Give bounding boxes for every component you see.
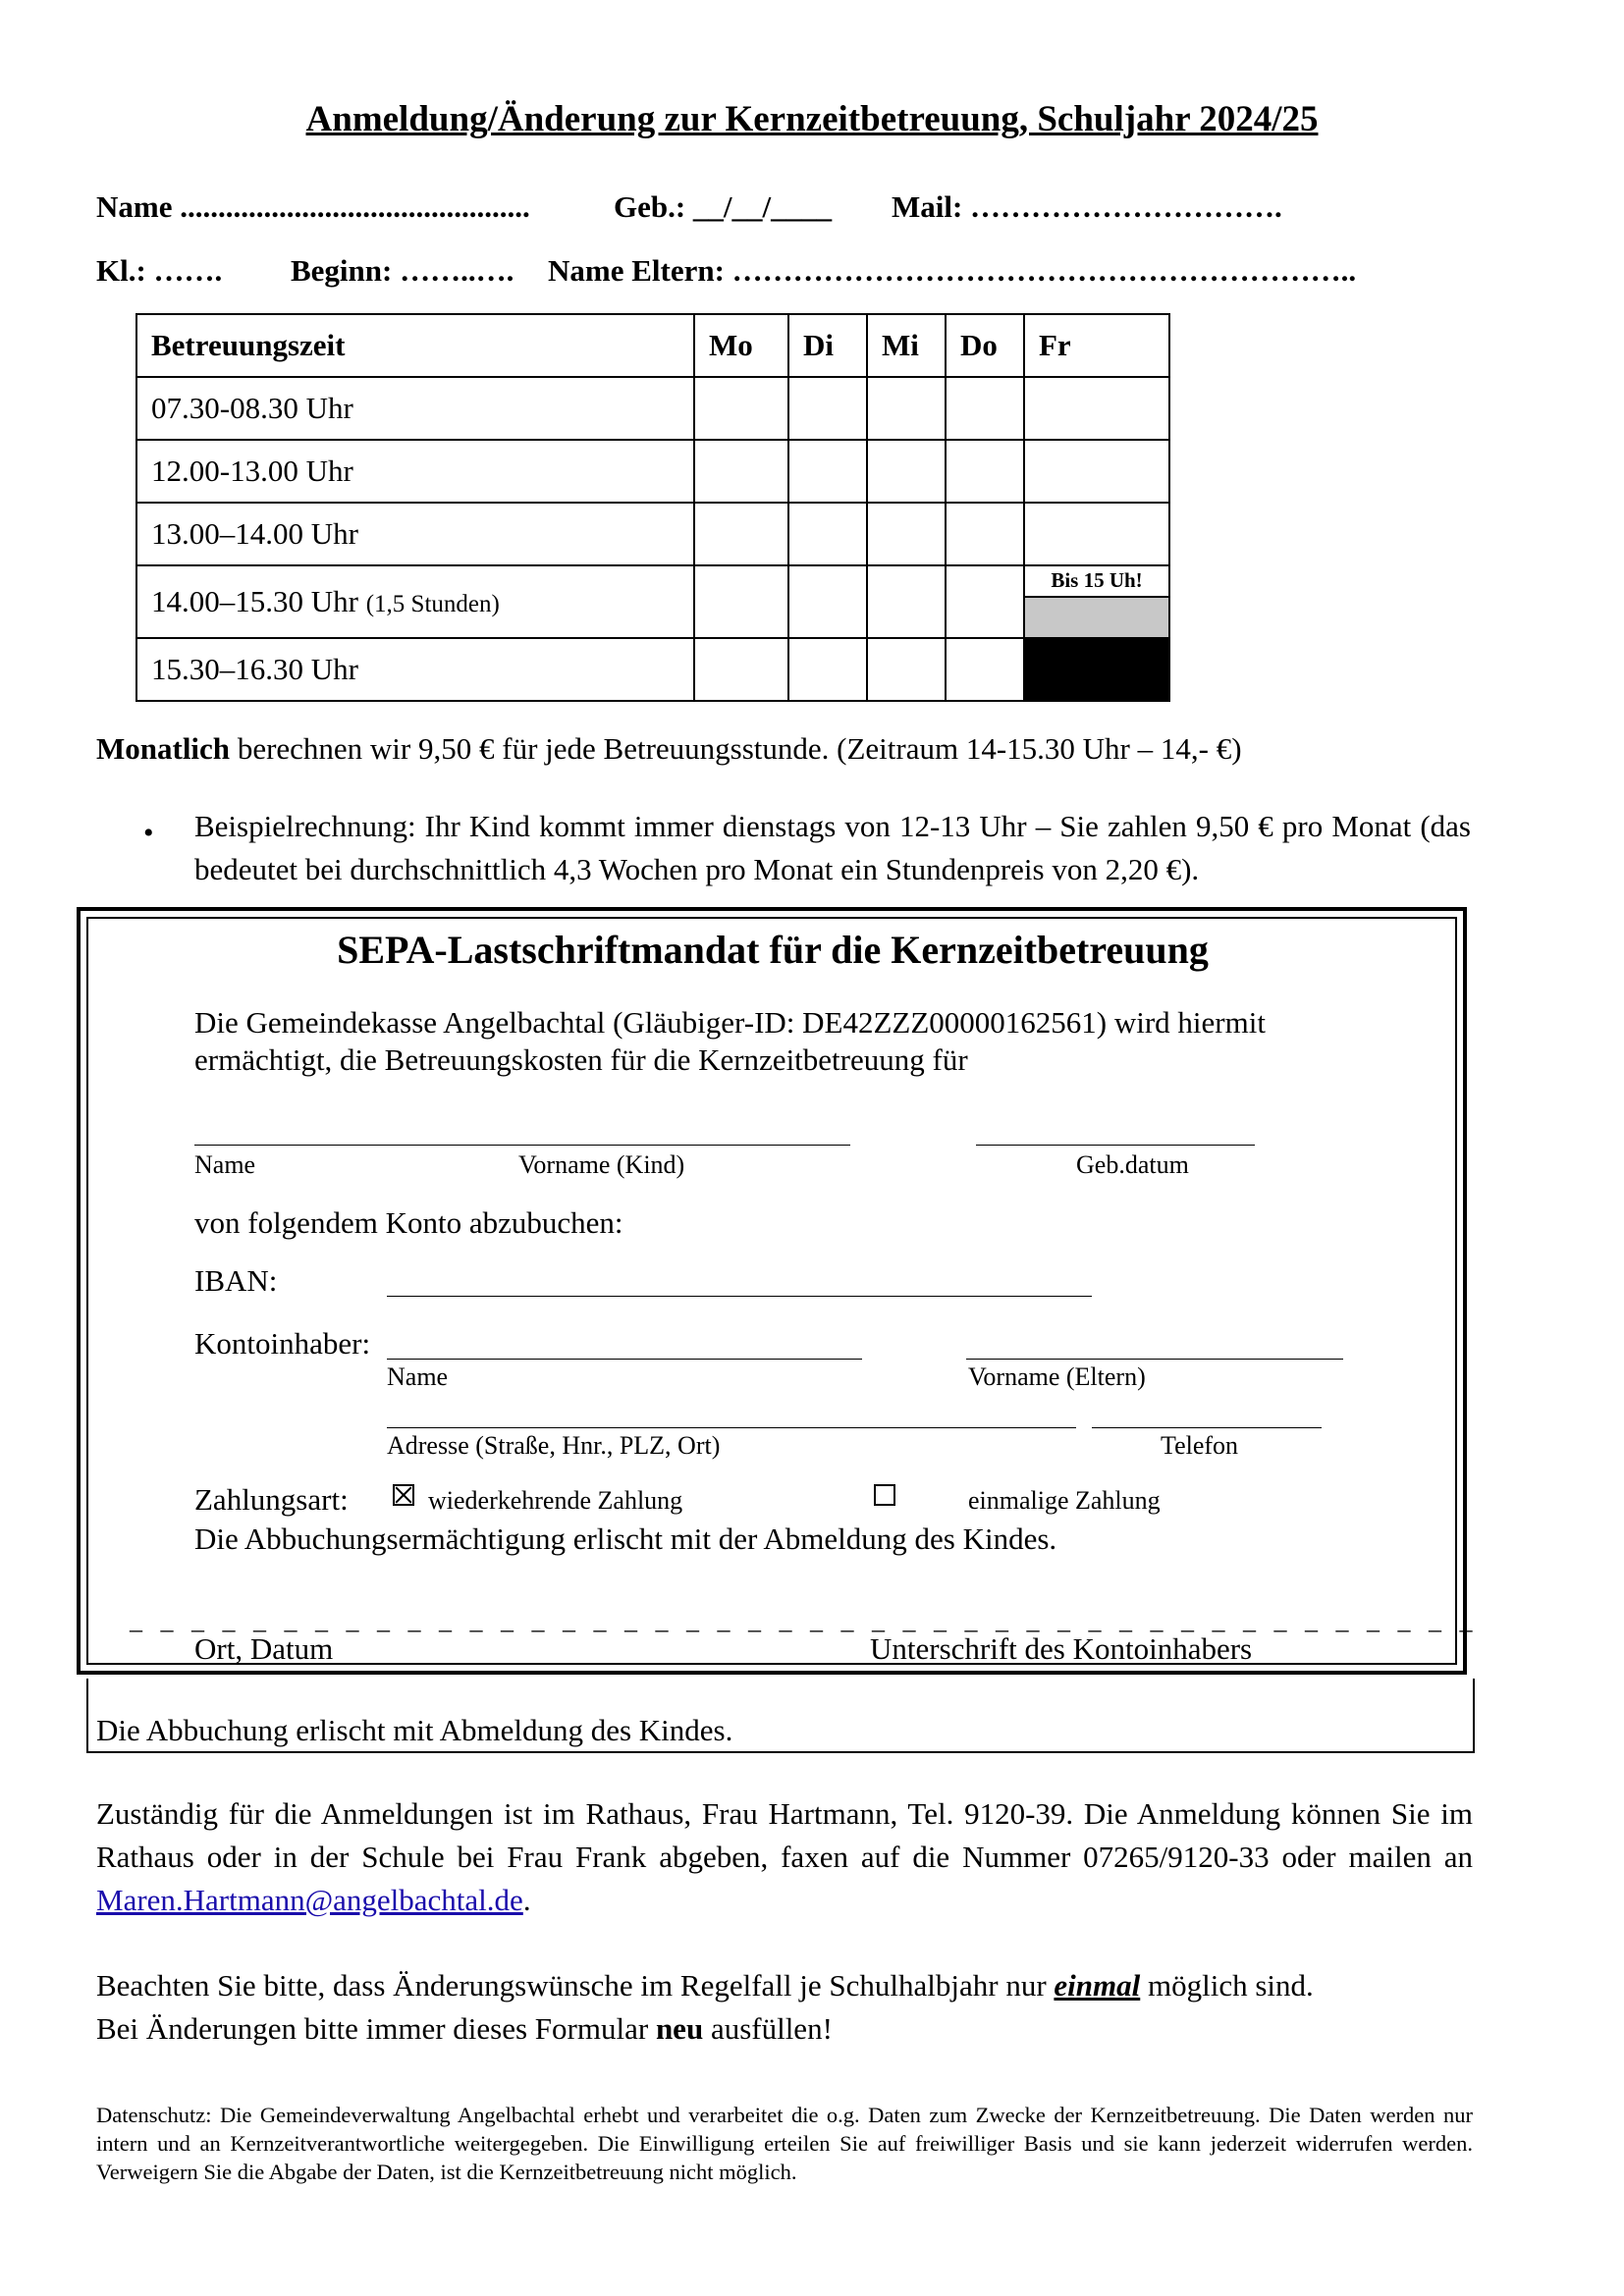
contact-text: Zuständig für die Anmeldungen ist im Rathaus, Frau Hartmann, Tel. 9120-39. Die Anmeldung können Sie im Rathaus oder in der Schule bei Frau Frank abgeben, faxen auf die Nummer 07265/9120-33 oder mailen an (96, 1796, 1473, 1874)
privacy-footer: Datenschutz: Die Gemeindeverwaltung Angelbachtal erhebt und verarbeitet die o.g. Daten zum Zwecke der Kernzeitbetreuung. Die Daten werden nur intern und an Kernzeitverantwortliche weitergegeben. Die Einwilligung erteilen Sie auf freiwilliger Basis und sie kann jederzeit widerrufen werden. Verweigern Sie die Abgabe der Daten, ist die Kernzeitbetreuung nicht möglich. (96, 2103, 1473, 2184)
hint-text-b: möglich sind. (1140, 1968, 1314, 2002)
time-slot (136, 565, 694, 638)
name-field[interactable]: Name .............................................. (96, 189, 530, 224)
schedule-table (135, 313, 1170, 702)
empty-box-icon (874, 1484, 895, 1506)
friday-grey-cell (1025, 596, 1168, 637)
signature-label: Unterschrift des Kontoinhabers (870, 1631, 1253, 1666)
hint-emphasis: einmal (1054, 1968, 1141, 2002)
sepa-title: SEPA-Lastschriftmandat für die Kernzeitbetreuung (337, 928, 1209, 972)
schedule-cell[interactable] (867, 503, 946, 565)
onetime-label: einmalige Zahlung (968, 1486, 1161, 1515)
contact-email-link[interactable]: Maren.Hartmann@angelbachtal.de (96, 1883, 523, 1917)
schedule-cell[interactable] (788, 377, 867, 440)
hint-line-1 (96, 1968, 1314, 2003)
schedule-cell[interactable] (946, 638, 1024, 701)
iban-line[interactable] (387, 1296, 1092, 1297)
time-slot-label: 14.00–15.30 Uhr (151, 584, 358, 618)
schedule-cell[interactable] (1024, 377, 1169, 440)
day-mo: Mo (694, 314, 788, 377)
schedule-cell-blocked (1024, 638, 1169, 701)
day-mi: Mi (867, 314, 946, 377)
schedule-cell[interactable] (788, 565, 867, 638)
place-date-label: Ort, Datum (194, 1631, 334, 1666)
label-holder-name: Name (387, 1362, 449, 1391)
phone-line[interactable] (1092, 1427, 1322, 1428)
start-field[interactable]: Beginn: ……..…. (291, 253, 514, 288)
schedule-cell[interactable] (788, 440, 867, 503)
contact-text-end: . (522, 1883, 531, 1917)
schedule-cell[interactable] (694, 503, 788, 565)
time-slot: 15.30–16.30 Uhr (136, 638, 694, 701)
schedule-header: Betreuungszeit (136, 314, 694, 377)
label-phone: Telefon (1161, 1431, 1239, 1460)
label-child-firstname: Vorname (Kind) (518, 1150, 685, 1179)
page-title: Anmeldung/Änderung zur Kernzeitbetreuung, Schuljahr 2024/25 (305, 99, 1319, 139)
contact-paragraph (96, 1792, 1473, 1922)
schedule-cell[interactable] (867, 377, 946, 440)
child-birthdate-line[interactable] (976, 1145, 1255, 1146)
schedule-cell[interactable] (788, 503, 867, 565)
class-field[interactable]: Kl.: ……. (96, 253, 223, 288)
schedule-cell[interactable] (867, 638, 946, 701)
hint-line-2 (96, 2011, 833, 2047)
time-slot-extra: (1,5 Stunden) (365, 591, 500, 617)
parents-name-field[interactable]: Name Eltern: …………………………………………………….. (548, 253, 1357, 288)
time-slot: 12.00-13.00 Uhr (136, 440, 694, 503)
schedule-cell[interactable] (946, 440, 1024, 503)
signature-dashes[interactable]: _ _ _ _ _ _ _ _ _ _ _ _ _ _ _ _ _ _ _ _ (872, 1606, 1479, 1634)
sepa-text-1: Die Gemeindekasse Angelbachtal (Gläubiger-ID: DE42ZZZ00000162561) wird hiermit (194, 1005, 1266, 1040)
sepa-text-2: ermächtigt, die Betreuungskosten für die Kernzeitbetreuung für (194, 1042, 968, 1077)
time-slot: 13.00–14.00 Uhr (136, 503, 694, 565)
payment-type-label: Zahlungsart: (194, 1482, 349, 1517)
schedule-cell[interactable] (1024, 503, 1169, 565)
recurring-checkbox[interactable] (393, 1484, 414, 1506)
note-text: Die Abbuchung erlischt mit Abmeldung des Kindes. (96, 1713, 733, 1747)
schedule-cell[interactable] (1024, 440, 1169, 503)
schedule-cell[interactable] (694, 440, 788, 503)
day-fr: Fr (1024, 314, 1169, 377)
checked-box-icon (393, 1484, 414, 1506)
day-di: Di (788, 314, 867, 377)
schedule-cell[interactable] (946, 565, 1024, 638)
place-date-dashes[interactable]: _ _ _ _ _ _ _ _ _ _ _ _ _ _ _ _ _ _ _ _ _ _ _ _ (130, 1606, 860, 1634)
day-do: Do (946, 314, 1024, 377)
time-slot: 07.30-08.30 Uhr (136, 377, 694, 440)
hint-new: neu (655, 2011, 704, 2046)
schedule-cell[interactable] (946, 503, 1024, 565)
schedule-cell[interactable] (867, 565, 946, 638)
pricing-text (96, 731, 1242, 767)
schedule-cell-friday[interactable] (1024, 565, 1169, 638)
schedule-cell[interactable] (867, 440, 946, 503)
friday-note: Bis 15 Uh! (1051, 568, 1143, 592)
schedule-cell[interactable] (946, 377, 1024, 440)
label-birthdate: Geb.datum (1076, 1150, 1189, 1179)
example-text: Beispielrechnung: Ihr Kind kommt immer dienstags von 12-13 Uhr – Sie zahlen 9,50 € pro Monat (das bedeutet bei durchschnittlich 4,3 Wochen pro Monat ein Stundenpreis von 2,20 €). (194, 809, 1471, 886)
holder-name-line[interactable] (387, 1359, 862, 1360)
schedule-cell[interactable] (694, 565, 788, 638)
schedule-cell[interactable] (694, 377, 788, 440)
onetime-checkbox[interactable] (874, 1484, 895, 1506)
birthdate-field[interactable]: Geb.: __/__/____ (614, 189, 833, 224)
schedule-cell[interactable] (694, 638, 788, 701)
iban-label: IBAN: (194, 1263, 278, 1298)
label-address: Adresse (Straße, Hnr., PLZ, Ort) (387, 1431, 721, 1460)
account-text: von folgendem Konto abzubuchen: (194, 1205, 623, 1240)
pricing-bold: Monatlich (96, 731, 231, 766)
hint-text-c: Bei Änderungen bitte immer dieses Formular (96, 2011, 656, 2046)
recurring-label: wiederkehrende Zahlung (428, 1486, 683, 1515)
label-name: Name (194, 1150, 256, 1179)
child-name-line[interactable] (194, 1145, 850, 1146)
bullet-icon: • (143, 817, 154, 849)
schedule-cell[interactable] (788, 638, 867, 701)
account-holder-label: Kontoinhaber: (194, 1326, 371, 1361)
authorization-expiry-text: Die Abbuchungsermächtigung erlischt mit der Abmeldung des Kindes. (194, 1522, 1057, 1556)
holder-firstname-line[interactable] (966, 1359, 1343, 1360)
address-line[interactable] (387, 1427, 1076, 1428)
label-parent-firstname: Vorname (Eltern) (968, 1362, 1146, 1391)
pricing-rest: berechnen wir 9,50 € für jede Betreuungsstunde. (Zeitraum 14-15.30 Uhr – 14,- €) (230, 731, 1242, 766)
hint-text-a: Beachten Sie bitte, dass Änderungswünsche im Regelfall je Schulhalbjahr nur (96, 1968, 1055, 2002)
hint-text-d: ausfüllen! (703, 2011, 833, 2046)
mail-field[interactable]: Mail: …………………………. (892, 189, 1282, 224)
